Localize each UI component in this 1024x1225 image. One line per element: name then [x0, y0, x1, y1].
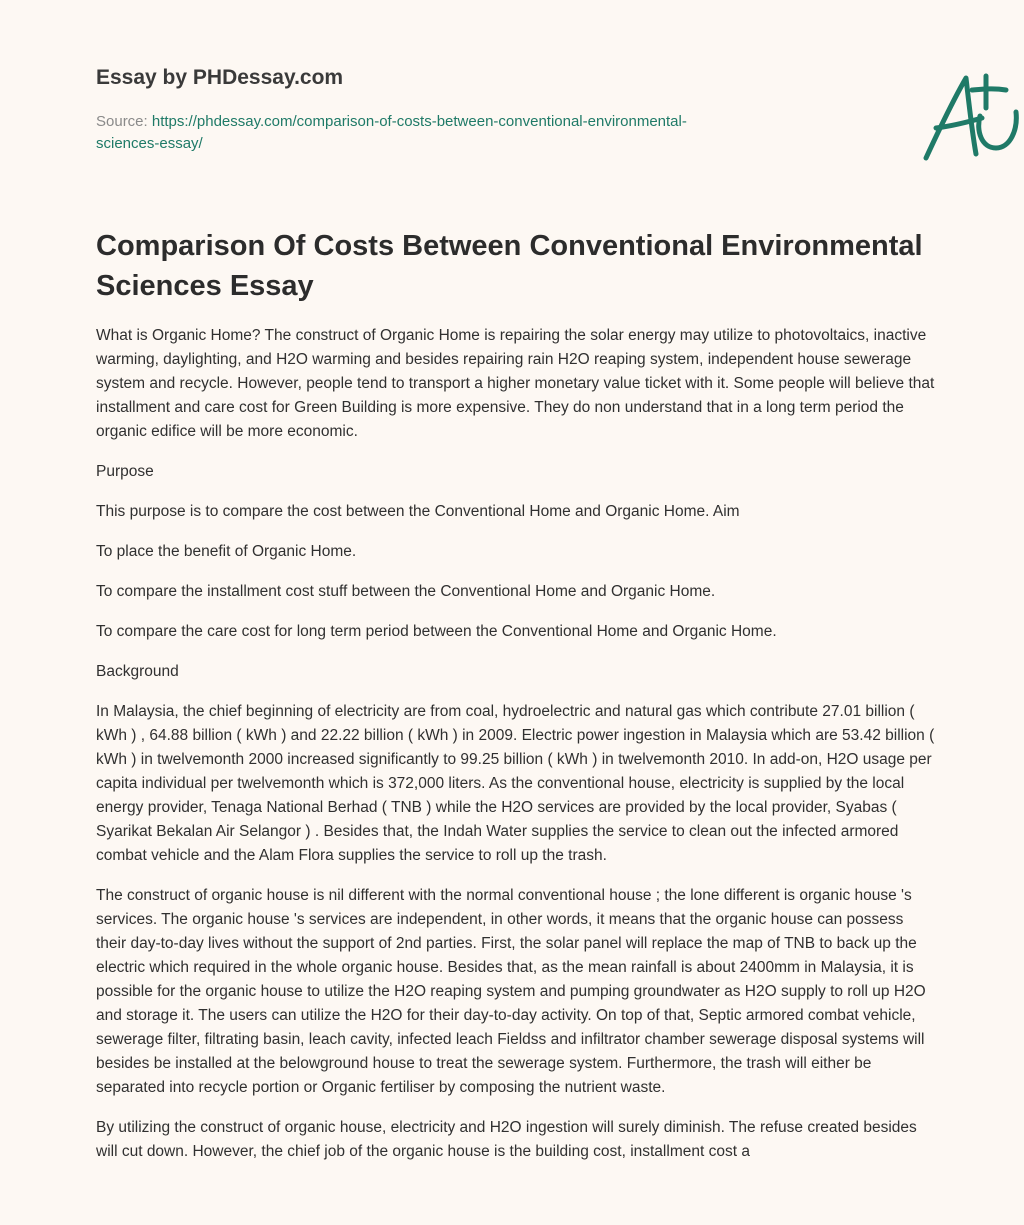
source-label: Source: — [96, 113, 148, 130]
paragraph: By utilizing the construct of organic house, electricity and H2O ingestion will surely diminish. The refuse created besides will cut down. However, the chief job of the organic house is the building cost, installment cost a — [96, 1119, 917, 1160]
a-plus-logo-icon — [922, 68, 1024, 164]
source-link[interactable]: https://phdessay.com/comparison-of-costs-between-conventional-environmental-sciences-essay/ — [96, 113, 687, 152]
section-heading-background: Background — [96, 663, 179, 680]
site-brand: Essay by PHDessay.com — [96, 66, 344, 89]
paragraph: What is Organic Home? The construct of Organic Home is repairing the solar energy may utilize to photovoltaics, inactive warming, daylighting, and H2O warming and besides repairing rain H2O reaping system, independent house sewerage system and recycle. However, people tend to transport a higher monetary value ticket with it. Some people will believe that installment and care cost for Green Building is more expensive. They do non understand that in a long term period the organic edifice will be more economic. — [96, 327, 935, 440]
source-line — [96, 111, 696, 155]
paragraph: To compare the installment cost stuff between the Conventional Home and Organic Home. — [96, 583, 716, 600]
paragraph: To compare the care cost for long term period between the Conventional Home and Organic Home. — [96, 623, 777, 640]
paragraph: The construct of organic house is nil different with the normal conventional house ; the lone different is organic house 's services. The organic house 's services are independent, in other words, it means that the organic house can possess their day-to-day lives without the support of 2nd parties. First, the solar panel will replace the map of TNB to back up the electric which required in the whole organic house. Besides that, as the mean rainfall is about 2400mm in Malaysia, it is possible for the organic house to utilize the H2O reaping system and pumping groundwater as H2O supply to roll up H2O and storage it. The users can utilize the H2O for their day-to-day activity. On top of that, Septic armored combat vehicle, sewerage filter, filtrating basin, leach cavity, infected leach Fieldss and infiltrator chamber sewerage disposal systems will besides be installed at the belowground house to treat the sewerage system. Furthermore, the trash will either be separated into recycle portion or Organic fertiliser by composing the nutrient waste. — [96, 887, 926, 1096]
paragraph: In Malaysia, the chief beginning of electricity are from coal, hydroelectric and natural gas which contribute 27.01 billion ( kWh ) , 64.88 billion ( kWh ) and 22.22 billion ( kWh ) in 2009. Electric power ingestion in Malaysia which are 53.42 billion ( kWh ) in twelvemonth 2000 increased significantly to 99.25 billion ( kWh ) in twelvemonth 2010. In add-on, H2O usage per capita individual per twelvemonth which is 372,000 liters. As the conventional house, electricity is supplied by the local energy provider, Tenaga National Berhad ( TNB ) while the H2O services are provided by the local provider, Syabas ( Syarikat Bekalan Air Selangor ) . Besides that, the Indah Water supplies the service to clean out the infected armored combat vehicle and the Alam Flora supplies the service to roll up the trash. — [96, 703, 935, 864]
essay-title: Comparison Of Costs Between Conventional Environmental Sciences Essay — [96, 230, 923, 302]
paragraph: This purpose is to compare the cost between the Conventional Home and Organic Home. Aim — [96, 503, 740, 520]
section-heading-purpose: Purpose — [96, 463, 154, 480]
paragraph: To place the benefit of Organic Home. — [96, 543, 357, 560]
essay-body — [96, 324, 936, 1180]
